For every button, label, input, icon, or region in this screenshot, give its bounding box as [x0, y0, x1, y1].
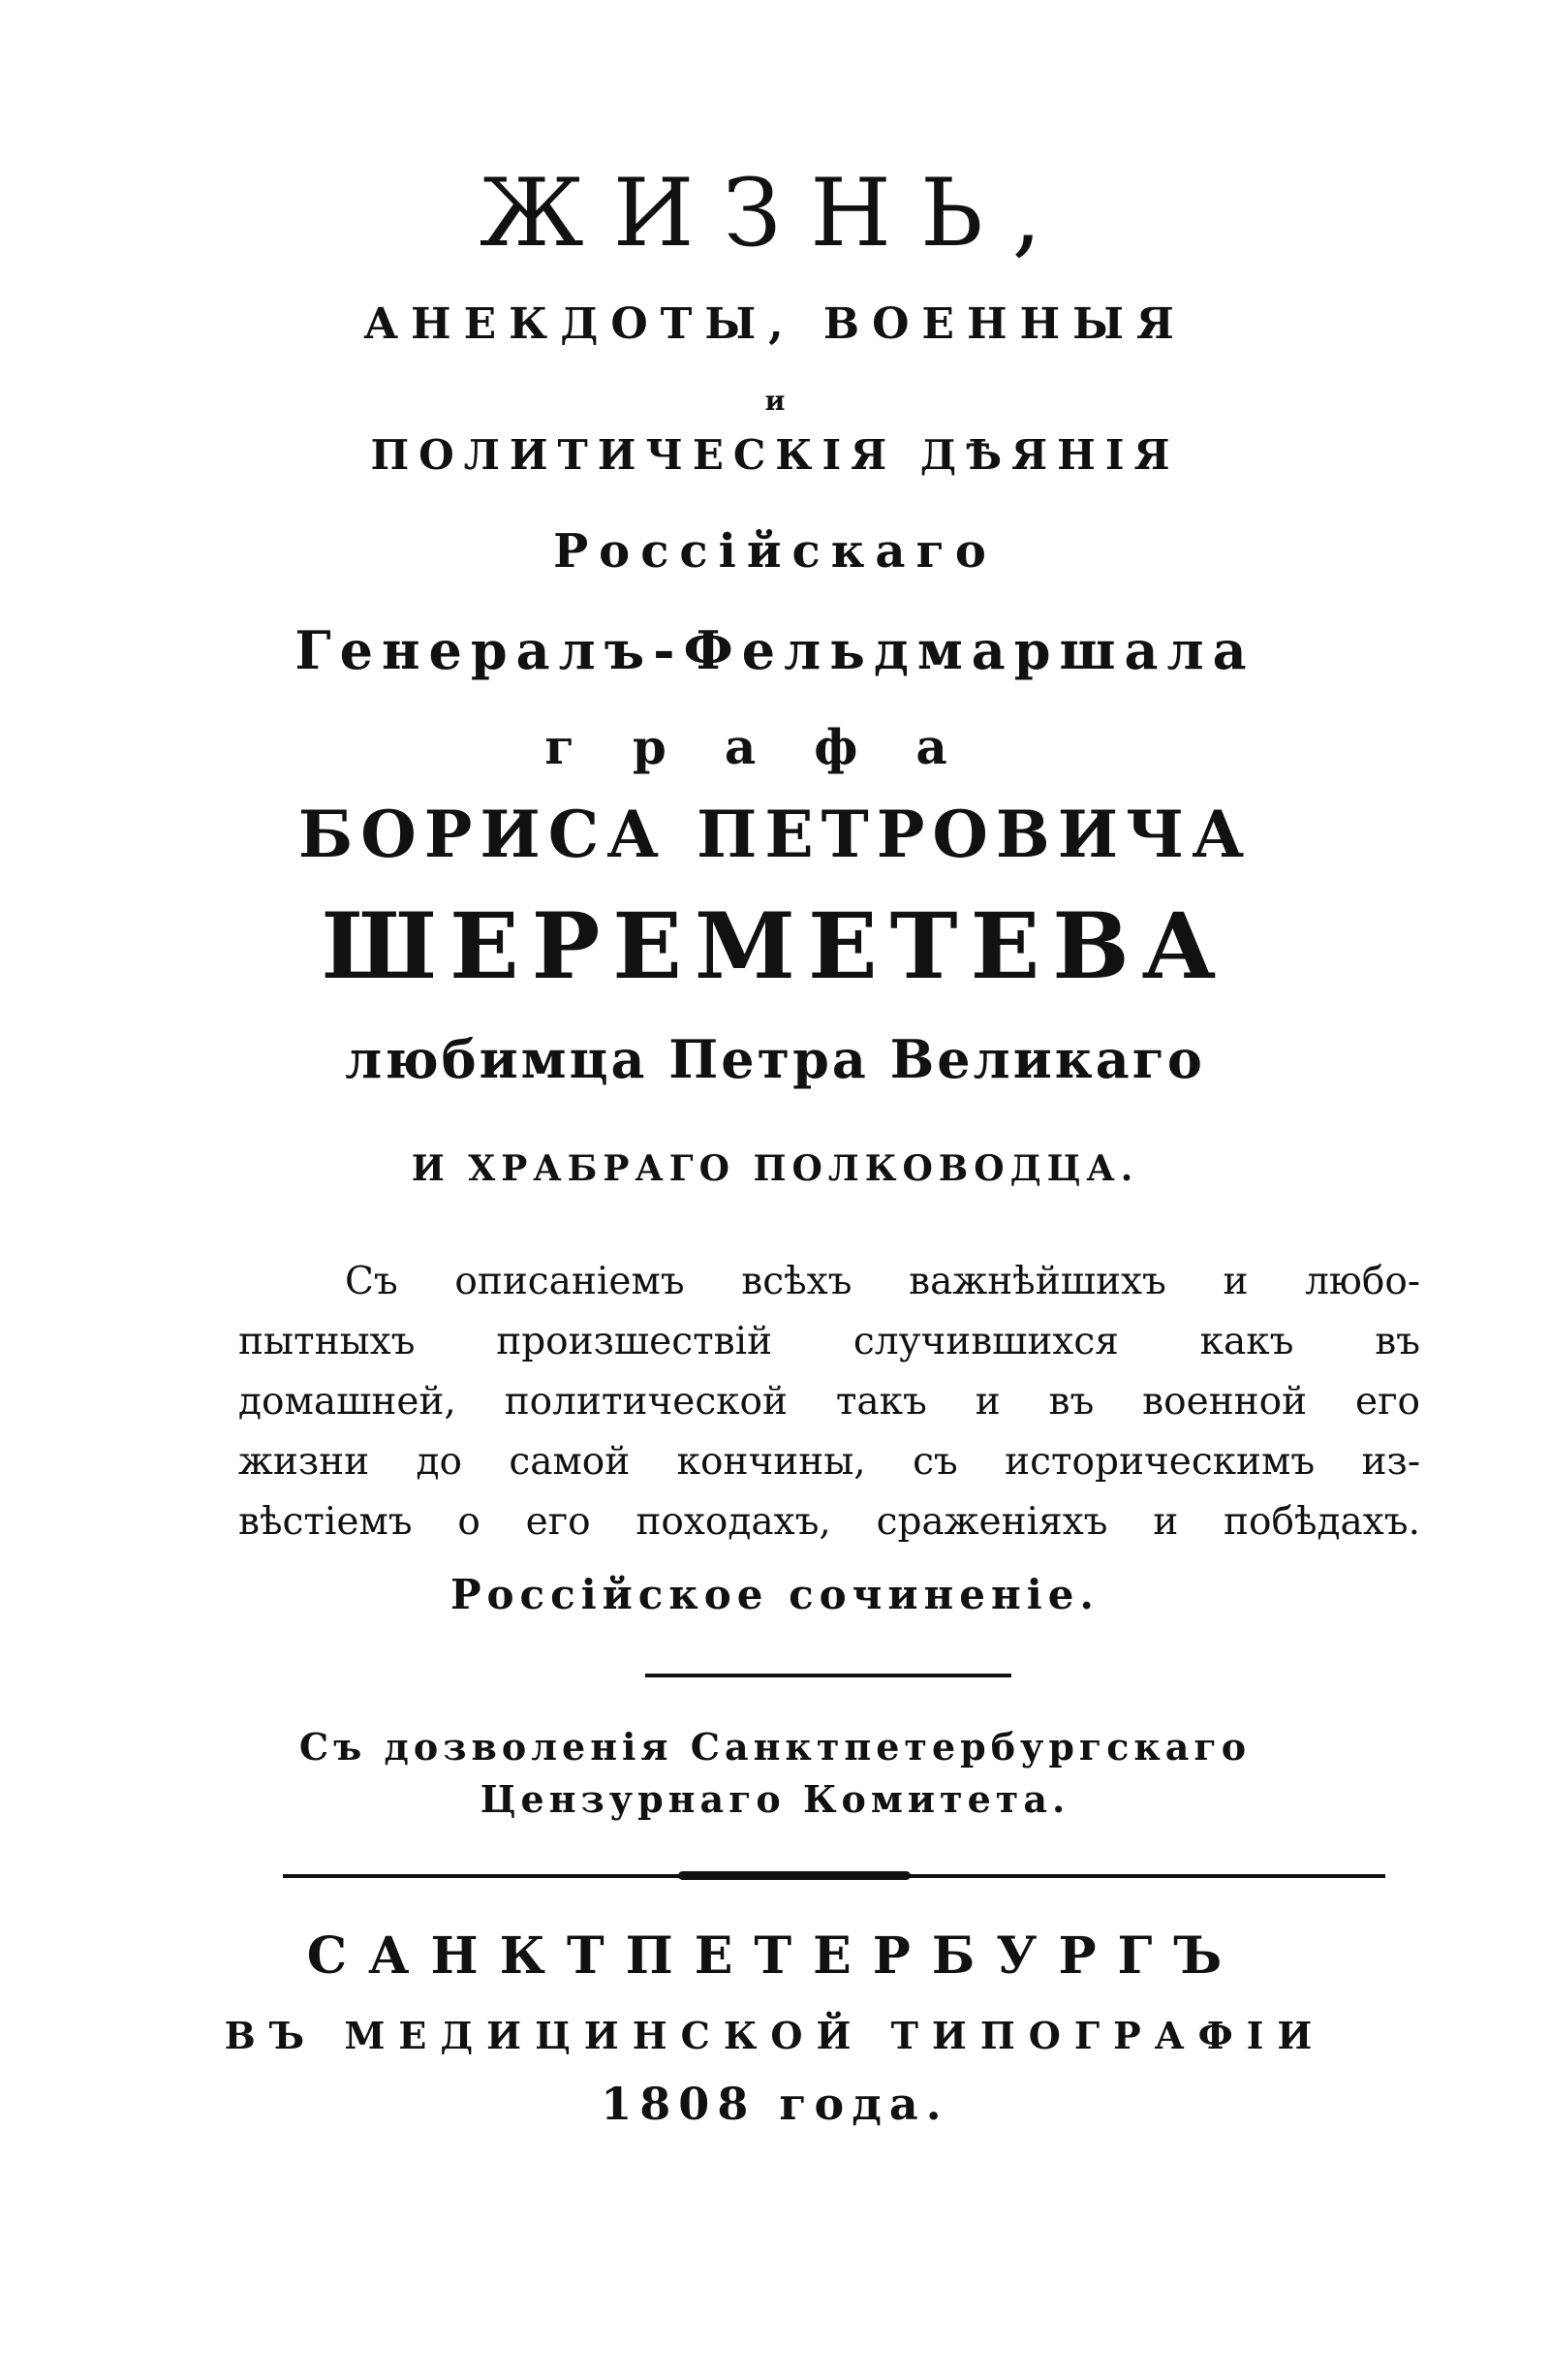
subtitle-conjunction: и [764, 385, 786, 417]
subtitle-anecdotes: АНЕКДОТЫ, ВОЕННЫЯ [363, 299, 1187, 349]
person-first-names: БОРИСА ПЕТРОВИЧА [297, 797, 1253, 872]
person-surname: ШЕРЕМЕТЕВА [321, 893, 1229, 1000]
divider-short [645, 1674, 1011, 1677]
subtitle-count: графа [544, 718, 1006, 775]
description-line: жизни до самой кончины, съ историческимъ из- [238, 1440, 1420, 1484]
description-line: пытныхъ произшествій случившихся какъ въ [238, 1320, 1420, 1363]
subtitle-favorite-of-peter: любимца Петра Великаго [345, 1028, 1205, 1090]
description-line: Съ описаніемъ всѣхъ важнѣйшихъ и любо- [345, 1260, 1420, 1303]
description-line: домашней, политической такъ и въ военной его [238, 1380, 1420, 1424]
subtitle-political-deeds: ПОЛИТИЧЕСКІЯ ДѢЯНІЯ [370, 431, 1180, 479]
imprint-year: 1808 года. [601, 2078, 949, 2130]
book-title: ЖИЗНЬ, [479, 159, 1071, 267]
divider-long-swell [678, 1871, 911, 1880]
description-paragraph [238, 1252, 1420, 1552]
imprint-city: САНКТПЕТЕРБУРГЪ [306, 1926, 1244, 1986]
subtitle-russian: Россійскаго [553, 524, 997, 579]
subtitle-field-marshal: Генералъ-Фельдмаршала [294, 619, 1256, 681]
description-line: вѣстіемъ о его походахъ, сраженіяхъ и побѣдахъ. [238, 1500, 1420, 1544]
subtitle-brave-commander: И ХРАБРАГО ПОЛКОВОДЦА. [411, 1148, 1139, 1189]
russian-composition-note: Россійское сочиненіе. [450, 1571, 1100, 1618]
censorship-permission-line2: Цензурнаго Комитета. [480, 1777, 1070, 1821]
imprint-printing-house: ВЪ МЕДИЦИНСКОЙ ТИПОГРАФІИ [224, 2014, 1326, 2057]
censorship-permission-line1: Съ дозволенія Санктпетербургскаго [298, 1725, 1252, 1769]
